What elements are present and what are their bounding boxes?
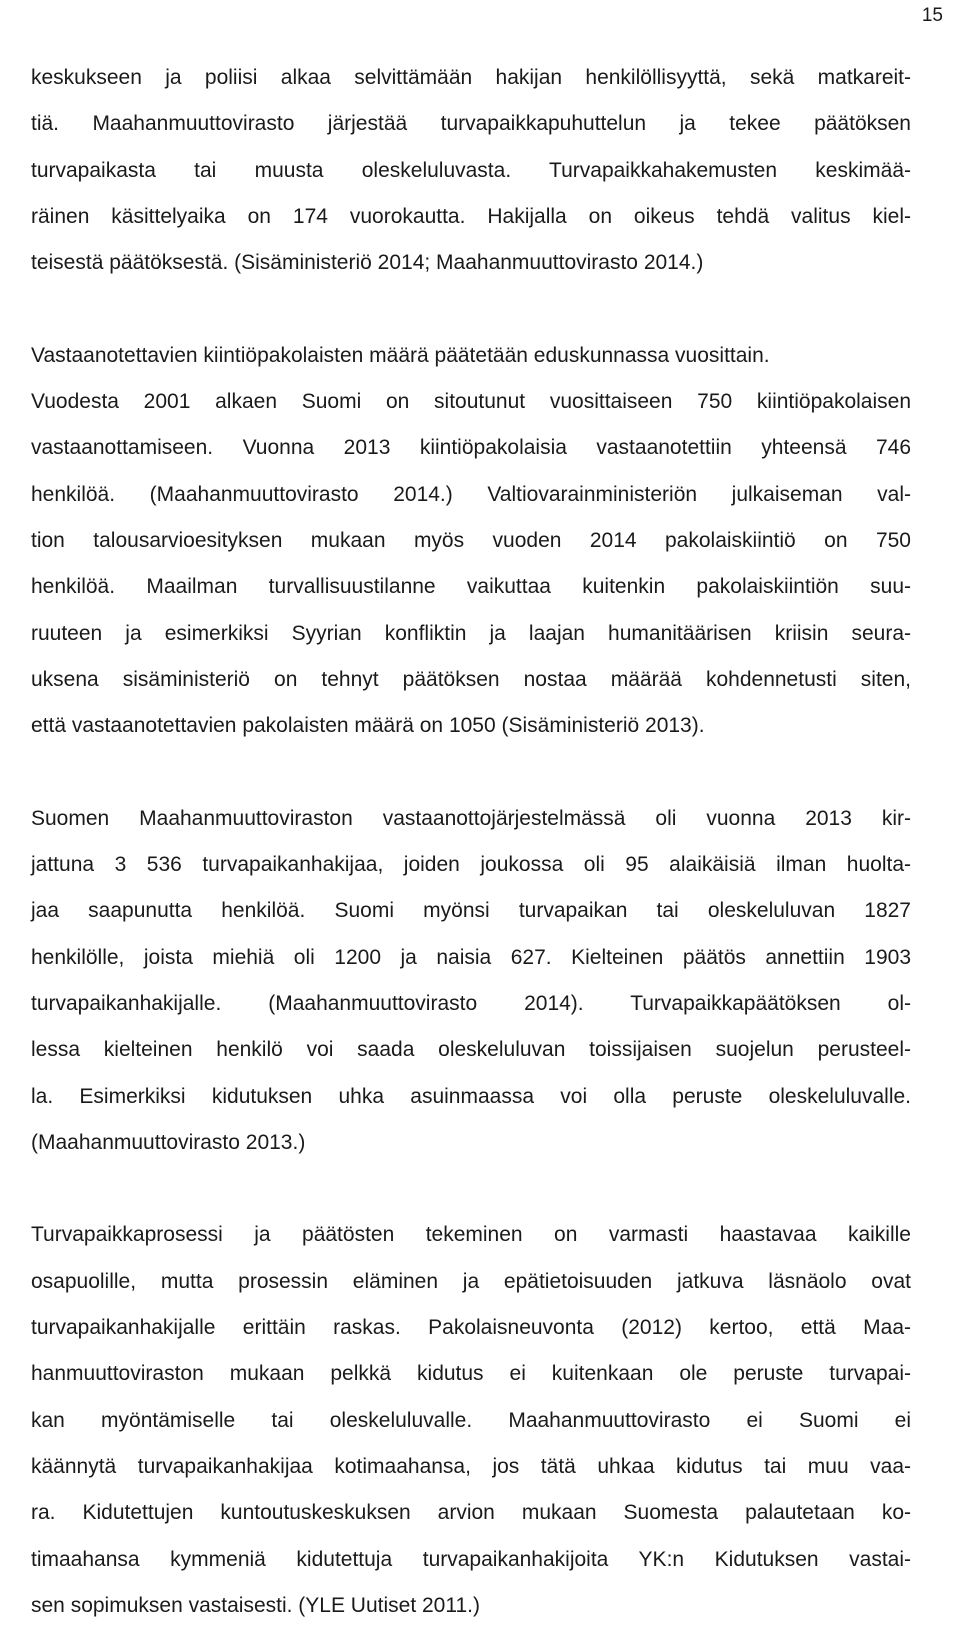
text-line: vastaanottamiseen. Vuonna 2013 kiintiöpakolaisia vastaanotettiin yhteensä 746 [31, 436, 911, 460]
text-line: kan myöntämiselle tai oleskeluluvalle. Maahanmuuttovirasto ei Suomi ei [31, 1408, 911, 1432]
text-line: timaahansa kymmeniä kidutettuja turvapaikanhakijoita YK:n Kidutuksen vastai- [31, 1547, 911, 1571]
text-line: henkilöä. Maailman turvallisuustilanne vaikuttaa kuitenkin pakolaiskiintiön suu- [31, 575, 911, 599]
text-line: (Maahanmuuttovirasto 2013.) [31, 1130, 306, 1154]
text-line: uksena sisäministeriö on tehnyt päätöksen nostaa määrää kohdennetusti siten, [31, 667, 911, 691]
text-line: hanmuuttoviraston mukaan pelkkä kidutus ei kuitenkaan ole peruste turvapai- [31, 1362, 911, 1386]
text-line: teisestä päätöksestä. (Sisäministeriö 2014; Maahanmuuttovirasto 2014.) [31, 251, 704, 275]
text-line: osapuolille, mutta prosessin eläminen ja epätietoisuuden jatkuva läsnäolo ovat [31, 1269, 911, 1293]
text-line: jaa saapunutta henkilöä. Suomi myönsi turvapaikan tai oleskeluluvan 1827 [31, 899, 911, 923]
text-line: henkilöä. (Maahanmuuttovirasto 2014.) Valtiovarainministeriön julkaiseman val- [31, 482, 911, 506]
paragraph-reception-statistics [31, 804, 911, 1158]
paragraph-asylum-process [31, 63, 911, 278]
document-body [31, 63, 911, 1637]
text-line: jattuna 3 536 turvapaikanhakijaa, joiden joukossa oli 95 alaikäisiä ilman huolta- [31, 853, 911, 877]
text-line: turvapaikanhakijalle. (Maahanmuuttovirasto 2014). Turvapaikkapäätöksen ol- [31, 991, 911, 1015]
text-line: Vuodesta 2001 alkaen Suomi on sitoutunut vuosittaiseen 750 kiintiöpakolaisen [31, 390, 911, 414]
text-line: sen sopimuksen vastaisesti. (YLE Uutiset 2011.) [31, 1593, 480, 1617]
text-line: lessa kielteinen henkilö voi saada oleskeluluvan toissijaisen suojelun perusteel- [31, 1038, 911, 1062]
text-line: tion talousarvioesityksen mukaan myös vuoden 2014 pakolaiskiintiö on 750 [31, 528, 911, 552]
page-number: 15 [921, 5, 943, 26]
text-line: turvapaikasta tai muusta oleskeluluvasta. Turvapaikkahakemusten keskimää- [31, 158, 911, 182]
paragraph-spacer [31, 757, 911, 787]
text-line: tiä. Maahanmuuttovirasto järjestää turvapaikkapuhuttelun ja tekee päätöksen [31, 112, 911, 136]
text-line: ruuteen ja esimerkiksi Syyrian konfliktin ja laajan humanitäärisen kriisin seura- [31, 621, 911, 645]
text-line: Vastaanotettavien kiintiöpakolaisten määrä päätetään eduskunnassa vuosittain. [31, 343, 770, 367]
paragraph-quota-refugees [31, 341, 911, 741]
text-line: henkilölle, joista miehiä oli 1200 ja naisia 627. Kielteinen päätös annettiin 1903 [31, 945, 911, 969]
paragraph-spacer [31, 294, 911, 324]
text-line: käännytä turvapaikanhakijaa kotimaahansa, jos tätä uhkaa kidutus tai muu vaa- [31, 1454, 911, 1478]
text-line: keskukseen ja poliisi alkaa selvittämään hakijan henkilöllisyyttä, sekä matkareit- [31, 66, 911, 89]
text-line: että vastaanotettavien pakolaisten määrä on 1050 (Sisäministeriö 2013). [31, 714, 705, 738]
text-line: la. Esimerkiksi kidutuksen uhka asuinmaassa voi olla peruste oleskeluluvalle. [31, 1084, 911, 1108]
text-line: turvapaikanhakijalle erittäin raskas. Pakolaisneuvonta (2012) kertoo, että Maa- [31, 1316, 911, 1340]
text-line: Turvapaikkaprosessi ja päätösten tekeminen on varmasti haastavaa kaikille [31, 1223, 911, 1247]
text-line: ra. Kidutettujen kuntoutuskeskuksen arvion mukaan Suomesta palautetaan ko- [31, 1501, 911, 1525]
paragraph-asylum-decisions [31, 1220, 911, 1620]
paragraph-spacer [31, 1174, 911, 1204]
text-line: Suomen Maahanmuuttoviraston vastaanottojärjestelmässä oli vuonna 2013 kir- [31, 806, 911, 830]
text-line: räinen käsittelyaika on 174 vuorokautta. Hakijalla on oikeus tehdä valitus kiel- [31, 204, 911, 228]
